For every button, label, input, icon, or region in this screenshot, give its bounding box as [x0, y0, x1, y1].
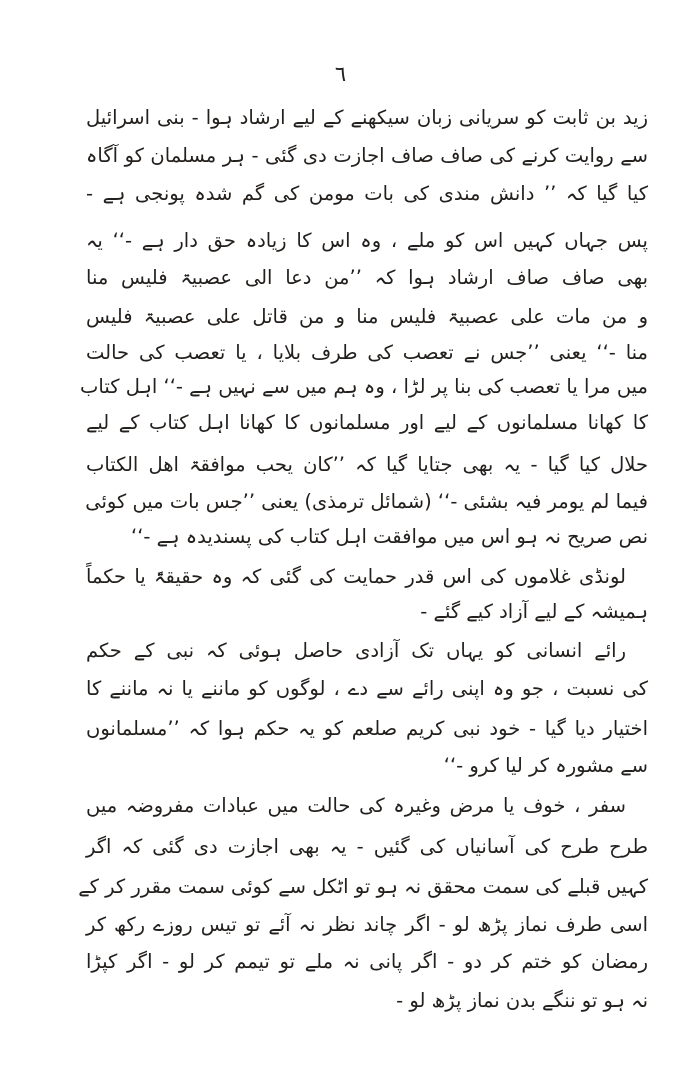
- text-line: نص صریح نہ ہو اس میں موافقت اہل کتاب کی پسندیدہ ہے -‘‘: [131, 525, 648, 548]
- text-line: نہ ہو تو ننگے بدن نماز پڑھ لو -: [396, 989, 648, 1012]
- text-line: سفر ، خوف یا مرض وغیرہ کی حالت میں عبادات مفروضہ میں: [86, 794, 626, 817]
- text-line: ہمیشہ کے لیے آزاد کیے گئے -: [420, 600, 648, 623]
- text-line: بھی صاف صاف ارشاد ہوا کہ ’’من دعا الی عصبیۃ فلیس منا: [86, 266, 648, 289]
- text-line: اسی طرف نماز پڑھ لو - اگر چاند نظر نہ آئے تو تیس روزے رکھ کر: [86, 913, 648, 936]
- text-line: لونڈی غلاموں کی اس قدر حمایت کی گئی کہ وہ حقیقۃً یا حکماً: [86, 565, 626, 588]
- text-line: سے مشورہ کر لیا کرو -‘‘: [443, 754, 648, 777]
- text-line: میں مرا یا تعصب کی بنا پر لڑا ، وہ ہم میں سے نہیں ہے -‘‘ اہل کتاب: [80, 375, 648, 398]
- text-line: طرح طرح کی آسانیاں کی گئیں - یہ بھی اجازت دی گئی کہ اگر: [86, 835, 648, 858]
- text-line: اختیار دیا گیا - خود نبی کریم صلعم کو یہ حکم ہوا کہ ’’مسلمانوں: [86, 717, 648, 740]
- text-line: پس جہاں کہیں اس کو ملے ، وہ اس کا زیادہ حق دار ہے -‘‘ یہ: [86, 229, 648, 252]
- text-line: کیا گیا کہ ’’ دانش مندی کی بات مومن کی گم شدہ پونجی ہے -: [86, 182, 648, 205]
- page-number: ٦: [334, 62, 347, 86]
- text-line: کہیں قبلے کی سمت محقق نہ ہو تو اٹکل سے کوئی سمت مقرر کر کے: [78, 875, 648, 898]
- text-line: حلال کیا گیا - یہ بھی جتایا گیا کہ ’’کان یحب موافقۃ اھل الکتاب: [86, 453, 648, 476]
- text-line: کا کھانا مسلمانوں کے لیے اور مسلمانوں کا کھانا اہل کتاب کے لیے: [86, 411, 648, 434]
- text-line: کی نسبت ، جو وہ اپنی رائے سے دے ، لوگوں کو ماننے یا نہ ماننے کا: [86, 677, 648, 700]
- text-line: و من مات علی عصبیۃ فلیس منا و من قاتل علی عصبیۃ فلیس: [86, 305, 648, 328]
- text-line: زید بن ثابت کو سریانی زبان سیکھنے کے لیے ارشاد ہوا - بنی اسرائیل: [86, 106, 648, 129]
- text-line: منا -‘‘ یعنی ’’جس نے تعصب کی طرف بلایا ، یا تعصب کی حالت: [86, 341, 648, 364]
- text-line: رمضان کو ختم کر دو - اگر پانی نہ ملے تو تیمم کر لو - اگر کپڑا: [86, 950, 648, 973]
- text-line: سے روایت کرنے کی صاف صاف اجازت دی گئی - ہر مسلمان کو آگاہ: [86, 144, 648, 167]
- text-line: فیما لم یومر فیہ بشئی -‘‘ (شمائل ترمذی) یعنی ’’جس بات میں کوئی: [85, 490, 648, 513]
- text-line: رائے انسانی کو یہاں تک آزادی حاصل ہوئی کہ نبی کے حکم: [86, 639, 626, 662]
